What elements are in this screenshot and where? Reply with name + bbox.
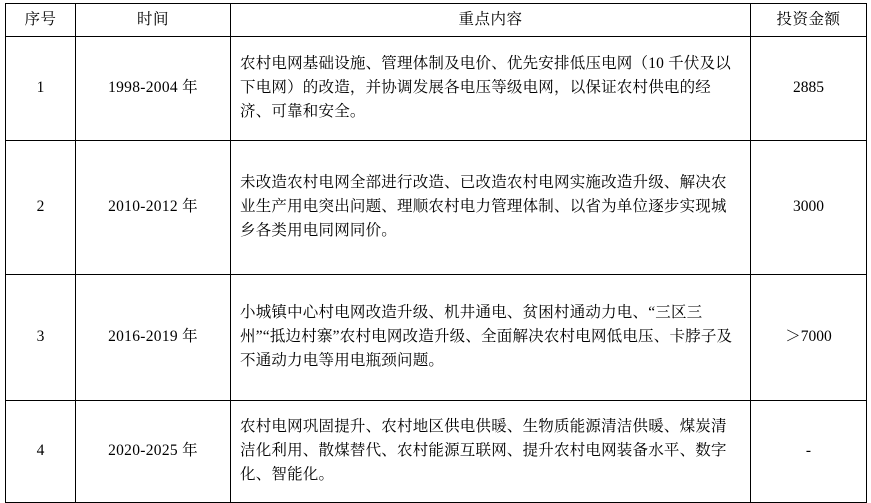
cell-index: 4 [6,401,76,503]
cell-content: 农村电网基础设施、管理体制及电价、优先安排低压电网（10 千伏及以下电网）的改造，并协调发展各电压等级电网，以保证农村供电的经济、可靠和安全。 [231,37,751,141]
cell-time: 2016-2019 年 [76,275,231,401]
cell-time: 2020-2025 年 [76,401,231,503]
cell-content: 未改造农村电网全部进行改造、已改造农村电网实施改造升级、解决农业生产用电突出问题、理顺农村电力管理体制、以省为单位逐步实现城乡各类用电同网同价。 [231,141,751,275]
cell-amount: 2885 [751,37,867,141]
cell-content: 小城镇中心村电网改造升级、机井通电、贫困村通动力电、“三区三州”“抵边村寨”农村电网改造升级、全面解决农村电网低电压、卡脖子及不通动力电等用电瓶颈问题。 [231,275,751,401]
table-row [6,401,867,503]
cell-amount: ＞7000 [751,275,867,401]
column-header-content: 重点内容 [231,4,751,37]
policy-table [5,3,867,503]
table-row [6,141,867,275]
cell-index: 1 [6,37,76,141]
cell-amount: - [751,401,867,503]
cell-index: 2 [6,141,76,275]
cell-content: 农村电网巩固提升、农村地区供电供暖、生物质能源清洁供暖、煤炭清洁化利用、散煤替代、农村能源互联网、提升农村电网装备水平、数字化、智能化。 [231,401,751,503]
table-row [6,275,867,401]
cell-time: 1998-2004 年 [76,37,231,141]
table-row [6,37,867,141]
column-header-index: 序号 [6,4,76,37]
table-header-row [6,4,867,37]
cell-amount: 3000 [751,141,867,275]
column-header-amount: 投资金额 [751,4,867,37]
table-body [6,37,867,503]
column-header-time: 时间 [76,4,231,37]
cell-index: 3 [6,275,76,401]
table-header [6,4,867,37]
cell-time: 2010-2012 年 [76,141,231,275]
